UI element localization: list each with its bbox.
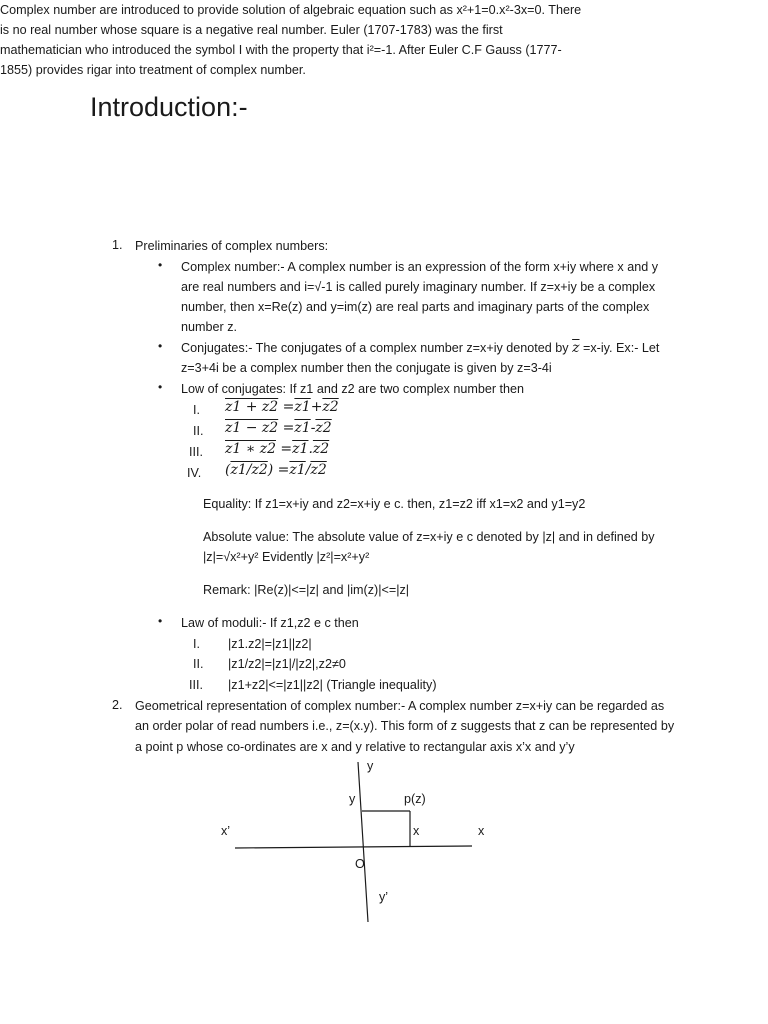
conjugate-rule: z1 − z2 =z1-z2 xyxy=(225,420,332,436)
roman-numeral: II. xyxy=(193,657,204,671)
origin-label: O xyxy=(355,857,365,871)
intro-line: mathematician who introduced the symbol I with the property that i²=-1. After Euler C.F Gauss (1777- xyxy=(0,43,562,57)
point-label: p(z) xyxy=(404,792,426,806)
geometric-line: a point p whose co-ordinates are x and y relative to rectangular axis x’x and y’y xyxy=(135,740,575,754)
intro-line: Complex number are introduced to provide solution of algebraic equation such as x²+1=0.x²-3x=0. There xyxy=(0,3,582,17)
intro-line: is no real number whose square is a negative real number. Euler (1707-1783) was the first xyxy=(0,23,503,37)
bullet-icon: • xyxy=(158,614,163,628)
conjugates-text: =x-iy. Ex:- Let xyxy=(579,341,660,355)
conjugate-rule: (z1/z2) =z1/z2 xyxy=(225,462,327,478)
moduli-rule: |z1.z2|=|z1||z2| xyxy=(228,637,312,651)
roman-numeral: III. xyxy=(189,678,203,692)
law-of-moduli: Law of moduli:- If z1,z2 e c then xyxy=(181,616,359,630)
absolute-value-line: Absolute value: The absolute value of z=x+iy e c denoted by |z| and in defined by xyxy=(203,530,655,544)
remark-line: Remark: |Re(z)|<=|z| and |im(z)|<=|z| xyxy=(203,583,410,597)
intro-line: 1855) provides rigar into treatment of complex number. xyxy=(0,63,306,77)
conjugates-example: z=3+4i be a complex number then the conjugate is given by z=3-4i xyxy=(181,361,552,375)
moduli-rule: |z1+z2|<=|z1||z2| (Triangle inequality) xyxy=(228,678,437,692)
y-prime-label: y’ xyxy=(379,890,389,904)
complex-number-line: Complex number:- A complex number is an expression of the form x+iy where x and y xyxy=(181,260,659,274)
roman-numeral: I. xyxy=(193,403,200,417)
moduli-rule: |z1/z2|=|z1|/|z2|,z2≠0 xyxy=(228,657,346,671)
roman-numeral: I. xyxy=(193,637,200,651)
x-prime-label: x’ xyxy=(221,824,231,838)
section-number: 1. xyxy=(112,238,123,252)
x-axis-label: x xyxy=(478,824,485,838)
page-title: Introduction:- xyxy=(90,92,248,122)
roman-numeral: II. xyxy=(193,424,204,438)
y-axis-label: y xyxy=(367,759,374,773)
geometric-line: an order polar of read numbers i.e., z=(x.y). This form of z suggests that z can be represented by xyxy=(135,719,675,733)
conjugate-rule: z1 + z2 =z1+z2 xyxy=(225,399,339,415)
geometric-line: Geometrical representation of complex number:- A complex number z=x+iy can be regarded as xyxy=(135,699,665,713)
roman-numeral: IV. xyxy=(187,466,202,480)
x-axis xyxy=(235,846,472,848)
section-title: Preliminaries of complex numbers: xyxy=(135,239,329,253)
z-bar: $\overline{z}$ xyxy=(572,340,580,356)
equality-line: Equality: If z1=x+iy and z2=x+iy e c. then, z1=z2 iff x1=x2 and y1=y2 xyxy=(203,497,586,511)
y-coordinate-label: y xyxy=(349,792,356,806)
complex-number-line: number, then x=Re(z) and y=im(z) are real parts and imaginary parts of the complex xyxy=(181,300,650,314)
complex-number-line: are real numbers and i=√-1 is called purely imaginary number. If z=x+iy be a complex xyxy=(181,280,656,294)
bullet-icon: • xyxy=(158,380,163,394)
bullet-icon: • xyxy=(158,339,163,353)
x-coordinate-label: x xyxy=(413,824,420,838)
roman-numeral: III. xyxy=(189,445,203,459)
bullet-icon: • xyxy=(158,258,163,272)
section-number: 2. xyxy=(112,698,123,712)
conjugates-text: Conjugates:- The conjugates of a complex number z=x+iy denoted by xyxy=(181,341,573,355)
complex-number-line: number z. xyxy=(181,320,237,334)
conjugate-rule: z1 ∗ z2 =z1.z2 xyxy=(225,441,330,457)
y-axis xyxy=(358,762,368,922)
low-of-conjugates: Low of conjugates: If z1 and z2 are two complex number then xyxy=(181,382,525,396)
absolute-value-line: |z|=√x²+y² Evidently |z²|=x²+y² xyxy=(203,550,370,564)
